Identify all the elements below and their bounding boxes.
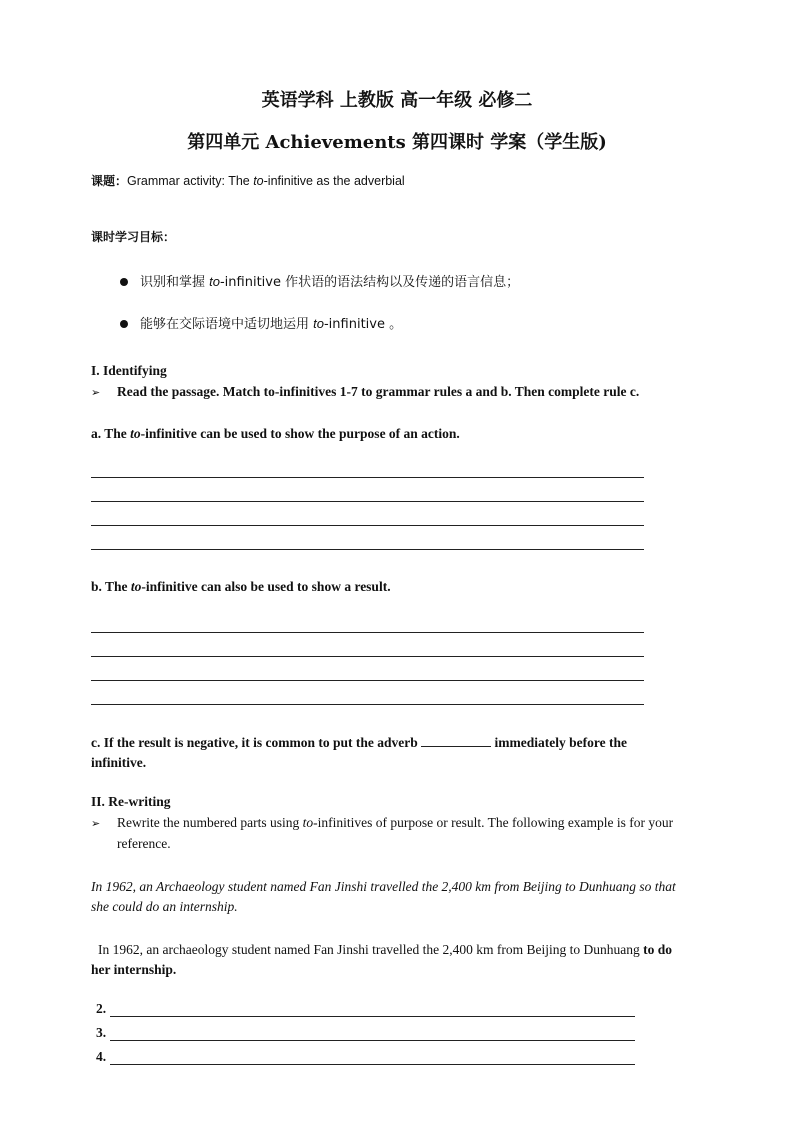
goal-item-2 [120, 313, 402, 332]
arrow-bullet-icon: ➢ [91, 817, 101, 830]
answer-bold-1: to do [643, 942, 673, 957]
example-answer [91, 940, 703, 980]
rule-a-after: -infinitive can be used to show the purpose of an action. [140, 426, 460, 441]
rule-b [91, 579, 391, 595]
rule-c-part2: immediately before the [491, 735, 627, 750]
goal-text-after: -infinitive 。 [323, 317, 403, 332]
identifying-instruction [91, 384, 639, 400]
goal-item-1 [120, 271, 519, 290]
writing-line[interactable] [91, 680, 644, 681]
instruction-before: Rewrite the numbered parts using [117, 815, 303, 830]
rule-b-before: b. The [91, 579, 131, 594]
answer-line-4[interactable] [96, 1049, 635, 1065]
answer-blank[interactable] [421, 734, 491, 747]
bullet-icon [120, 278, 128, 286]
writing-line[interactable] [91, 525, 644, 526]
goal-text-before: 能够在交际语境中适切地运用 [140, 317, 314, 332]
item-number: 2. [96, 1001, 107, 1016]
example-line-2: she could do an internship. [91, 899, 238, 914]
answer-line-3[interactable] [96, 1025, 635, 1041]
answer-underline[interactable] [110, 1050, 635, 1065]
answer-bold-2: her internship. [91, 962, 177, 977]
rule-c [91, 734, 651, 751]
section-rewriting-heading: II. Re-writing [91, 794, 171, 809]
answer-line-2[interactable] [96, 1001, 635, 1017]
goal-text-italic: to [209, 274, 220, 289]
writing-line[interactable] [91, 704, 644, 705]
instruction-text: Read the passage. Match to-infinitives 1-7 to grammar rules a and b. Then complete rule c. [117, 384, 640, 399]
answer-underline[interactable] [110, 1002, 635, 1017]
arrow-bullet-icon: ➢ [91, 386, 101, 399]
rule-c-continued: infinitive. [91, 755, 147, 770]
writing-line[interactable] [91, 656, 644, 657]
goals-heading: 课时学习目标： [91, 230, 176, 244]
topic-text-after: -infinitive as the adverbial [263, 174, 405, 188]
writing-line[interactable] [91, 549, 644, 550]
writing-line[interactable] [91, 501, 644, 502]
document-title: 英语学科 上教版 高一年级 必修二 [261, 90, 533, 111]
topic-text-before: Grammar activity: The [127, 174, 254, 188]
topic-line [91, 172, 405, 189]
section-identifying-heading: I. Identifying [91, 363, 167, 378]
rule-c-part1: c. If the result is negative, it is common to put the adverb [91, 735, 422, 750]
example-line-1: In 1962, an Archaeology student named Fan Jinshi travelled the 2,400 km from Beijing to Dunhuang so that [91, 879, 676, 894]
writing-line[interactable] [91, 477, 644, 478]
rule-a [91, 426, 460, 442]
rewriting-instruction [91, 815, 703, 831]
topic-label: 课题： [91, 174, 128, 188]
rule-a-italic: to [130, 426, 141, 441]
bullet-icon [120, 320, 128, 328]
document-subtitle: 第四单元 Achievements 第四课时 学案（学生版) [187, 132, 607, 153]
goal-text-after: -infinitive 作状语的语法结构以及传递的语言信息； [219, 275, 520, 290]
item-number: 3. [96, 1025, 107, 1040]
rule-b-after: -infinitive can also be used to show a result. [141, 579, 391, 594]
item-number: 4. [96, 1049, 107, 1064]
goal-text-before: 识别和掌握 [140, 275, 210, 290]
rule-b-italic: to [130, 579, 142, 594]
answer-underline[interactable] [110, 1026, 635, 1041]
topic-text-italic: to [253, 174, 264, 188]
example-sentence [91, 877, 703, 917]
writing-line[interactable] [91, 632, 644, 633]
instruction-after: -infinitives of purpose or result. The following example is for your [313, 815, 674, 830]
instruction-italic: to [302, 815, 314, 830]
answer-plain: In 1962, an archaeology student named Fan Jinshi travelled the 2,400 km from Beijing to Dunhuang [98, 942, 644, 957]
goal-text-italic: to [313, 316, 324, 331]
rule-a-before: a. The [91, 426, 131, 441]
rewriting-instruction-cont: reference. [117, 836, 171, 851]
